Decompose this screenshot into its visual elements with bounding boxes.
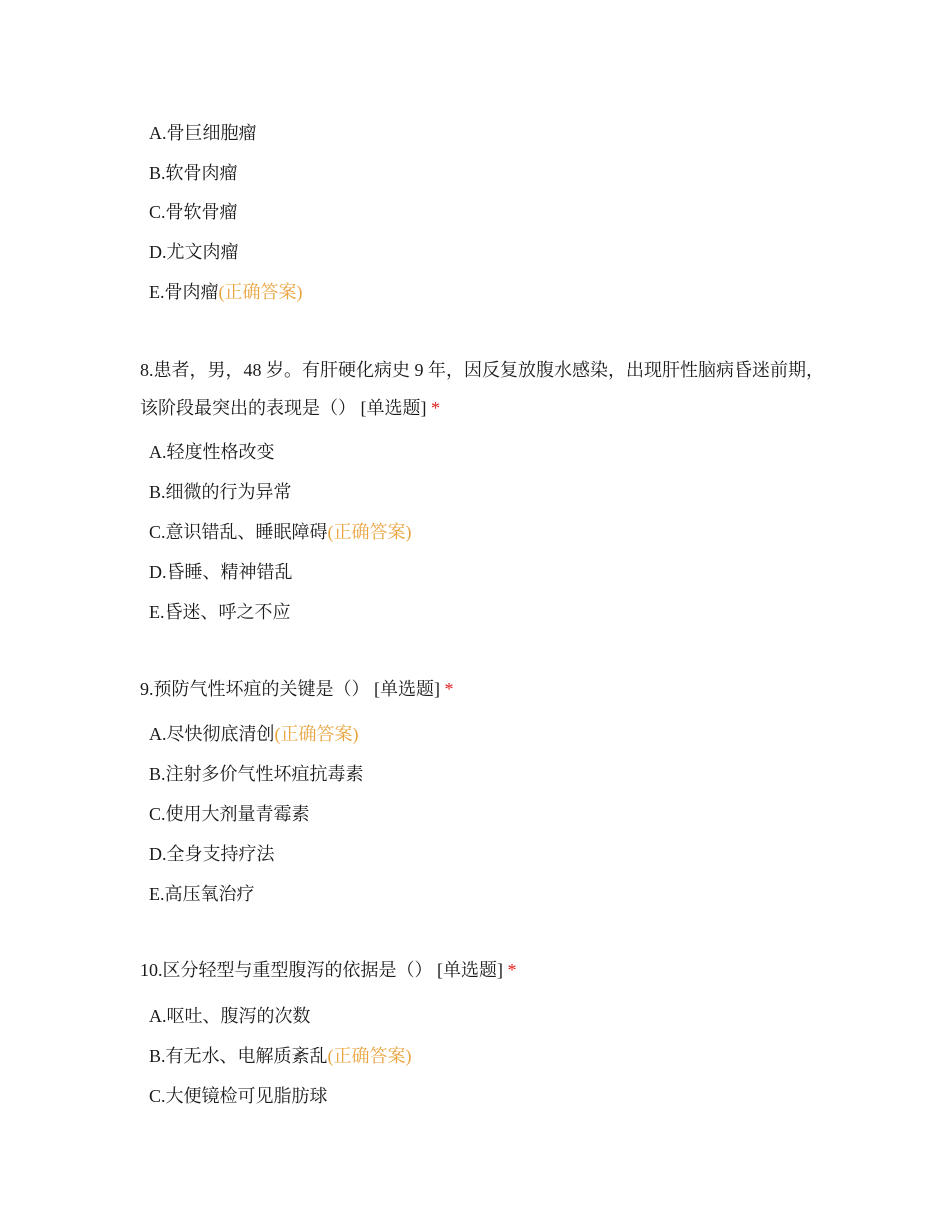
- required-mark: *: [507, 960, 517, 980]
- q7-option-e: [149, 279, 303, 305]
- q7-option-b: [149, 160, 238, 186]
- option-text: C.大便镜检可见脂肪球: [149, 1086, 328, 1106]
- option-text: A.轻度性格改变: [149, 442, 275, 462]
- required-mark: *: [431, 398, 440, 418]
- q8-option-a: [149, 439, 275, 465]
- q10-option-a: [149, 1003, 311, 1029]
- option-text: A.尽快彻底清创: [149, 724, 275, 744]
- option-text: E.骨肉瘤: [149, 282, 219, 302]
- option-text: C.使用大剂量青霉素: [149, 804, 310, 824]
- q7-option-c: [149, 199, 238, 225]
- q9-option-b: [149, 761, 364, 787]
- q8-option-b: [149, 479, 292, 505]
- correct-answer-tag: (正确答案): [327, 522, 412, 542]
- question-text: 10.区分轻型与重型腹泻的依据是（）: [140, 960, 433, 980]
- option-text: C.意识错乱、睡眠障碍: [149, 522, 328, 542]
- required-mark: *: [444, 679, 454, 699]
- q10-stem: [140, 951, 830, 989]
- question-text: 8.患者，男，48 岁。有肝硬化病史 9 年，因反复放腹水感染，出现肝性脑病昏迷前期，该阶段最突出的表现是（）: [140, 360, 824, 418]
- option-text: D.尤文肉瘤: [149, 242, 239, 262]
- q8-stem: [140, 351, 830, 427]
- q9-option-d: [149, 841, 275, 867]
- option-text: C.骨软骨瘤: [149, 202, 238, 222]
- correct-answer-tag: (正确答案): [218, 282, 303, 302]
- correct-answer-tag: (正确答案): [274, 724, 359, 744]
- q7-option-a: [149, 120, 257, 146]
- question-type: [单选题]: [360, 398, 427, 418]
- option-text: B.软骨肉瘤: [149, 163, 238, 183]
- option-text: D.全身支持疗法: [149, 844, 275, 864]
- correct-answer-tag: (正确答案): [327, 1046, 412, 1066]
- q8-option-c: [149, 519, 412, 545]
- option-text: A.呕吐、腹泻的次数: [149, 1006, 311, 1026]
- option-text: B.注射多价气性坏疽抗毒素: [149, 764, 364, 784]
- question-type: [单选题]: [437, 960, 503, 980]
- option-text: E.昏迷、呼之不应: [149, 602, 291, 622]
- q8-option-d: [149, 559, 293, 585]
- option-text: B.有无水、电解质紊乱: [149, 1046, 328, 1066]
- q9-stem: [140, 670, 830, 708]
- q10-option-c: [149, 1083, 328, 1109]
- question-text: 9.预防气性坏疽的关键是（）: [140, 679, 370, 699]
- q8-option-e: [149, 599, 291, 625]
- question-type: [单选题]: [374, 679, 440, 699]
- q9-option-c: [149, 801, 310, 827]
- q9-option-e: [149, 881, 255, 907]
- q9-option-a: [149, 721, 359, 747]
- q10-option-b: [149, 1043, 412, 1069]
- option-text: D.昏睡、精神错乱: [149, 562, 293, 582]
- q7-option-d: [149, 239, 239, 265]
- option-text: E.高压氧治疗: [149, 884, 255, 904]
- option-text: A.骨巨细胞瘤: [149, 123, 257, 143]
- option-text: B.细微的行为异常: [149, 482, 292, 502]
